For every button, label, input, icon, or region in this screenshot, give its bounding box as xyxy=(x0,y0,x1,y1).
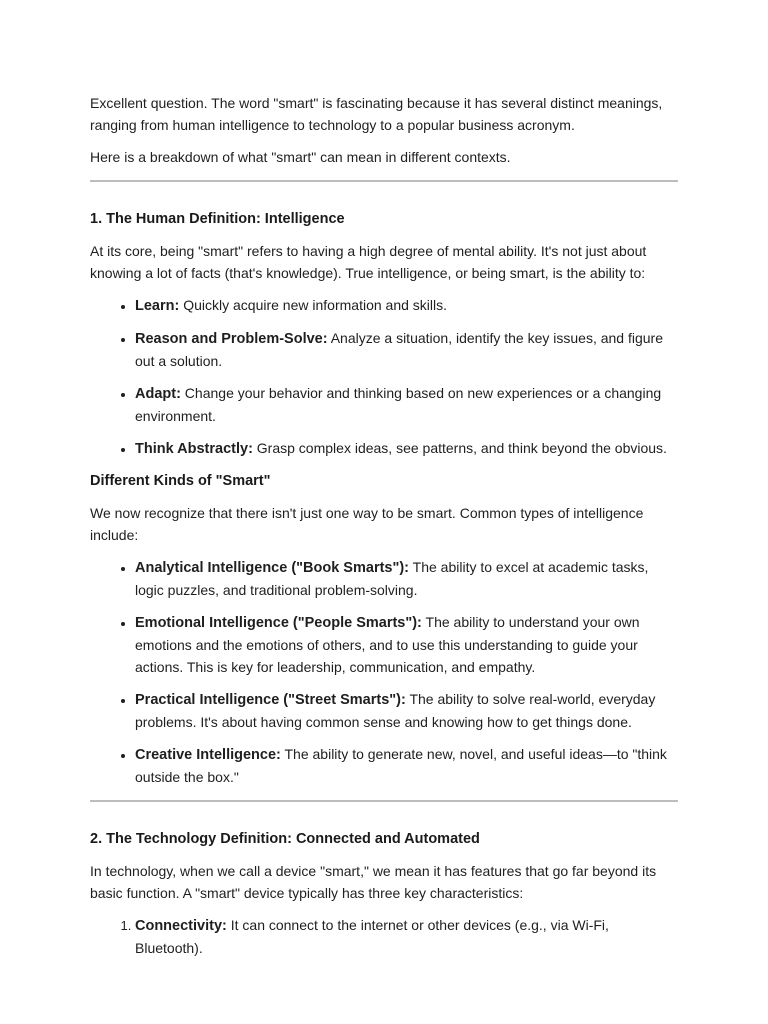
list-item xyxy=(135,688,678,733)
section2-paragraph: In technology, when we call a device "smart," we mean it has features that go far beyond its basic function. A "smart" device typically has three key characteristics: xyxy=(90,863,657,901)
list-item-text: Quickly acquire new information and skills. xyxy=(179,297,447,313)
list-item xyxy=(135,327,678,372)
intro-paragraph: Excellent question. The word "smart" is fascinating because it has several distinct meanings, ranging from human intelligence to technology to a popular business acronym. xyxy=(90,95,663,133)
section1-paragraph: At its core, being "smart" refers to having a high degree of mental ability. It's not just about knowing a lot of facts (that's knowledge). True intelligence, or being smart, is the ability to: xyxy=(90,243,647,281)
list-item xyxy=(135,556,678,601)
section1-subparagraph: We now recognize that there isn't just one way to be smart. Common types of intelligence include: xyxy=(90,505,644,543)
list-item-term: Think Abstractly: xyxy=(135,441,253,457)
list-item-text: The ability to solve real-world, everyday problems. It's about having common sense and knowing how to get things done. xyxy=(135,691,656,730)
section1-heading: 1. The Human Definition: Intelligence xyxy=(90,211,345,227)
list-item-text: Change your behavior and thinking based on new experiences or a changing environment. xyxy=(135,385,662,424)
list-item-term: Reason and Problem-Solve: xyxy=(135,331,328,347)
list-item-term: Connectivity: xyxy=(135,918,227,934)
list-item-term: Creative Intelligence: xyxy=(135,747,281,763)
list-item-text: The ability to generate new, novel, and useful ideas—to "think outside the box." xyxy=(135,746,667,785)
list-item-term: Practical Intelligence ("Street Smarts"): xyxy=(135,692,406,708)
list-item-text: Analyze a situation, identify the key issues, and figure out a solution. xyxy=(135,330,663,369)
section-divider xyxy=(90,800,678,802)
intelligence-kinds-list xyxy=(90,556,678,788)
list-item xyxy=(135,743,678,788)
list-item-term: Adapt: xyxy=(135,386,181,402)
list-item xyxy=(135,382,678,427)
list-item xyxy=(135,437,678,460)
list-item xyxy=(135,294,678,317)
list-item-term: Analytical Intelligence ("Book Smarts"): xyxy=(135,560,410,576)
abilities-list xyxy=(90,294,678,460)
section2-heading: 2. The Technology Definition: Connected and Automated xyxy=(90,831,480,847)
section-divider xyxy=(90,180,678,182)
section1-subheading: Different Kinds of "Smart" xyxy=(90,473,271,489)
list-item xyxy=(135,914,678,959)
list-item-text: It can connect to the internet or other devices (e.g., via Wi-Fi, Bluetooth). xyxy=(135,917,609,956)
list-item-term: Learn: xyxy=(135,298,180,314)
list-item-text: The ability to understand your own emotions and the emotions of others, and to use this understanding to guide your actions. This is key for leadership, communication, and empathy. xyxy=(135,614,640,675)
list-item-text: Grasp complex ideas, see patterns, and think beyond the obvious. xyxy=(252,440,667,456)
characteristics-list xyxy=(90,914,678,959)
intro-breakdown-paragraph: Here is a breakdown of what "smart" can mean in different contexts. xyxy=(90,149,511,165)
list-item xyxy=(135,611,678,678)
list-item-text: The ability to excel at academic tasks, logic puzzles, and traditional problem-solving. xyxy=(135,559,649,598)
list-item-term: Emotional Intelligence ("People Smarts"): xyxy=(135,615,422,631)
